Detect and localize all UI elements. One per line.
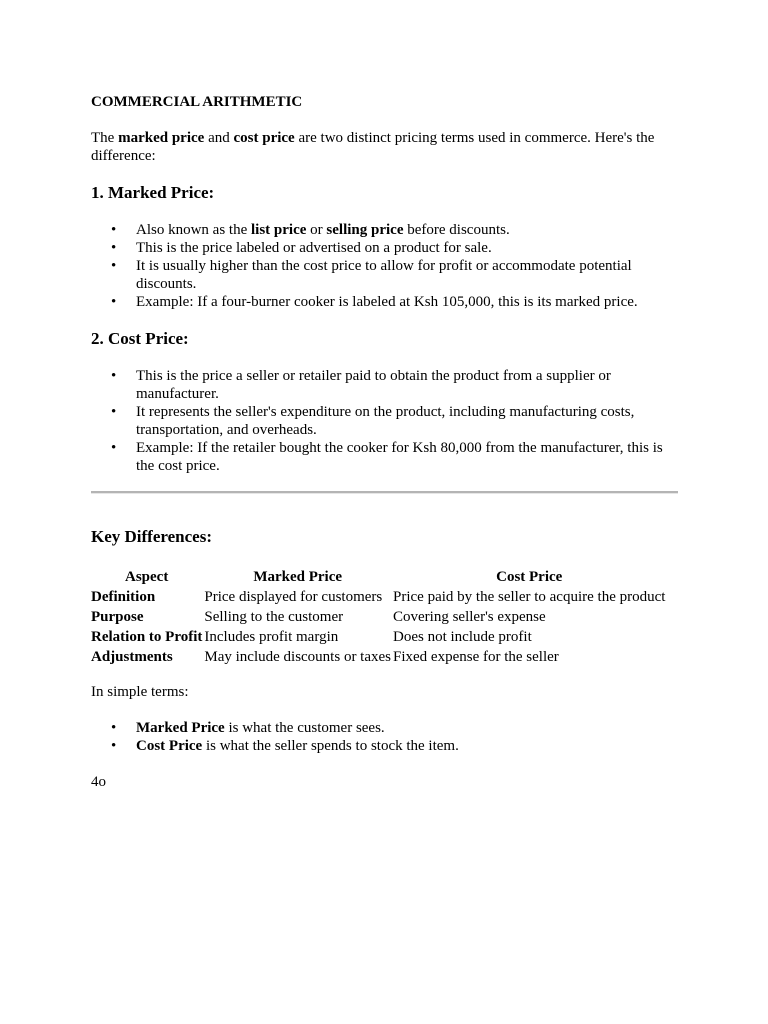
list-item-text: or xyxy=(306,222,327,238)
list-item: • Example: If the retailer bought the cooker for Ksh 80,000 from the manufacturer, this is the cost price. xyxy=(91,439,681,475)
row-label: Definition xyxy=(91,589,156,605)
cost-price-heading: 2. Cost Price: xyxy=(91,329,189,348)
table-cell: Includes profit margin xyxy=(204,629,339,645)
intro-term-cost-price: cost price xyxy=(233,130,295,146)
column-header-cost-price: Cost Price xyxy=(496,569,563,585)
simple-terms-lead: In simple terms: xyxy=(91,684,189,700)
intro-text-3: are two distinct pricing terms used in commerce. Here's the difference: xyxy=(91,130,655,164)
intro-term-marked-price: marked price xyxy=(118,130,205,146)
key-differences-table xyxy=(89,566,667,668)
simple-terms-list xyxy=(91,719,681,755)
intro-paragraph xyxy=(91,129,691,165)
list-item: • It is usually higher than the cost price to allow for profit or accommodate potential discounts. xyxy=(91,257,681,293)
table-cell: Selling to the customer xyxy=(204,609,344,625)
cost-price-list xyxy=(91,367,681,475)
list-item xyxy=(91,221,681,239)
list-item: • This is the price labeled or advertised on a product for sale. xyxy=(91,239,681,257)
table-row xyxy=(91,588,665,606)
list-item xyxy=(91,719,681,737)
column-header-aspect: Aspect xyxy=(125,569,169,585)
list-item-text: is what the customer sees. xyxy=(224,720,385,736)
row-label: Relation to Profit xyxy=(91,629,203,645)
list-item-term: selling price xyxy=(326,222,404,238)
table-cell: Price displayed for customers xyxy=(204,589,383,605)
row-label: Adjustments xyxy=(91,649,173,665)
document-title: COMMERCIAL ARITHMETIC xyxy=(91,94,303,110)
footer-model-tag: 4o xyxy=(91,774,106,790)
table-row xyxy=(91,608,665,626)
list-item-term: list price xyxy=(251,222,307,238)
table-cell: Price paid by the seller to acquire the product xyxy=(393,589,666,605)
table-row xyxy=(91,648,665,666)
list-item: • Example: If a four-burner cooker is labeled at Ksh 105,000, this is its marked price. xyxy=(91,293,681,311)
marked-price-heading: 1. Marked Price: xyxy=(91,183,215,202)
table-cell: May include discounts or taxes xyxy=(204,649,392,665)
column-header-marked-price: Marked Price xyxy=(253,569,343,585)
list-item-text: Also known as the xyxy=(136,222,251,238)
list-item-term: Cost Price xyxy=(136,738,203,754)
list-item xyxy=(91,737,681,755)
intro-text-1: The xyxy=(91,130,119,146)
row-label: Purpose xyxy=(91,609,144,625)
list-item: • This is the price a seller or retailer paid to obtain the product from a supplier or manufacturer. xyxy=(91,367,681,403)
table-cell: Fixed expense for the seller xyxy=(393,649,559,665)
list-item-text: is what the seller spends to stock the item. xyxy=(202,738,459,754)
intro-text-2: and xyxy=(204,130,234,146)
list-item: • It represents the seller's expenditure on the product, including manufacturing costs, transportation, and overheads. xyxy=(91,403,681,439)
table-row xyxy=(91,628,665,646)
marked-price-list xyxy=(91,221,681,311)
table-cell: Covering seller's expense xyxy=(393,609,546,625)
table-header-row xyxy=(91,568,665,586)
list-item-term: Marked Price xyxy=(136,720,225,736)
horizontal-divider xyxy=(91,491,678,494)
list-item-text: before discounts. xyxy=(403,222,510,238)
table-cell: Does not include profit xyxy=(393,629,532,645)
key-differences-heading: Key Differences: xyxy=(91,527,212,546)
